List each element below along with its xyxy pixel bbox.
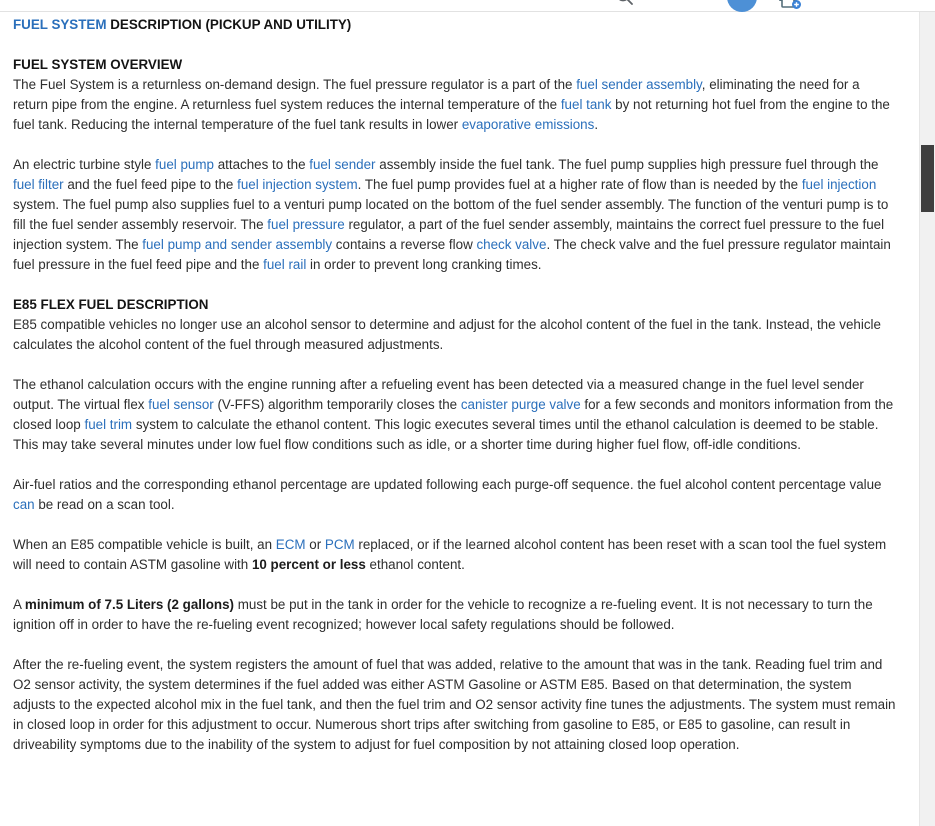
content-paragraph bbox=[13, 155, 896, 275]
text-segment: ethanol content. bbox=[365, 557, 465, 572]
text-segment: When an E85 compatible vehicle is built, an bbox=[13, 537, 276, 552]
search-icon[interactable] bbox=[613, 0, 637, 9]
page-title bbox=[13, 15, 896, 35]
text-segment: 10 percent or less bbox=[251, 557, 366, 572]
text-segment: Air-fuel ratios and the corresponding ethanol percentage are updated following each purge-off sequence. the fuel alcohol content percentage value bbox=[13, 477, 882, 492]
content-paragraph bbox=[13, 315, 896, 355]
text-segment: and the fuel feed pipe to the bbox=[63, 177, 238, 192]
inline-link[interactable]: fuel pressure bbox=[267, 217, 345, 232]
content-paragraph bbox=[13, 655, 896, 755]
inline-link[interactable]: fuel filter bbox=[13, 177, 64, 192]
text-segment: contains a reverse flow bbox=[332, 237, 477, 252]
inline-link[interactable]: fuel injection bbox=[801, 177, 877, 192]
inline-link[interactable]: fuel rail bbox=[263, 257, 307, 272]
inline-link[interactable]: fuel pump bbox=[155, 157, 214, 172]
section-heading: E85 FLEX FUEL DESCRIPTION bbox=[13, 297, 209, 312]
inline-link[interactable]: FUEL SYSTEM bbox=[13, 17, 107, 32]
inline-link[interactable]: check valve bbox=[476, 237, 547, 252]
text-segment: or bbox=[305, 537, 325, 552]
inline-link[interactable]: fuel sensor bbox=[148, 397, 214, 412]
text-segment: After the re-fueling event, the system registers the amount of fuel that was added, relative to the amount that was in the tank. Reading fuel trim and O2 sensor activity, the system determines if the fuel added was either ASTM Gasoline or ASTM E85. Based on that determination, the system adjusts to the expected alcohol mix in the fuel tank, and then the fuel trim and O2 sensor activity fine tunes the adjustments. The system must remain in closed loop in order for this adjustment to occur. Numerous short trips after switching from gasoline to E85, or E85 to gasoline, can result in driveability symptoms due to the inability of the system to adjust for fuel composition by not attaining closed loop operation. bbox=[13, 657, 896, 752]
content-paragraph bbox=[13, 535, 896, 575]
inline-link[interactable]: fuel sender bbox=[309, 157, 376, 172]
avatar-circle[interactable] bbox=[727, 0, 757, 12]
text-segment: attaches to the bbox=[213, 157, 310, 172]
text-segment: E85 compatible vehicles no longer use an alcohol sensor to determine and adjust for the alcohol content of the fuel in the tank. Instead, the vehicle calculates the alcohol content of the fuel through measured adjustments. bbox=[13, 317, 881, 352]
text-segment: The Fuel System is a returnless on-demand design. The fuel pressure regulator is a part of the bbox=[13, 77, 577, 92]
text-segment: system. The fuel pump also supplies fuel to a venturi pump located on the bottom of the fuel sender assembly. The function of the venturi pump is to fill the fuel sender assembly reservoir. The bbox=[13, 197, 889, 232]
top-toolbar bbox=[0, 0, 935, 12]
inline-link[interactable]: ECM bbox=[275, 537, 306, 552]
inline-link[interactable]: fuel sender assembly bbox=[576, 77, 702, 92]
inline-link[interactable]: fuel injection system bbox=[237, 177, 358, 192]
text-segment: A bbox=[13, 597, 25, 612]
inline-link[interactable]: fuel pump and sender assembly bbox=[142, 237, 333, 252]
text-segment: replaced, or if the learned alcohol content has been reset with a scan tool the fuel system will need to contain ASTM gasoline with bbox=[13, 537, 887, 572]
article bbox=[0, 11, 920, 826]
text-segment: . The check valve and the fuel pressure regulator maintain fuel pressure in the fuel feed pipe and the bbox=[13, 237, 891, 272]
text-segment: An electric turbine style bbox=[13, 157, 156, 172]
text-segment: be read on a scan tool. bbox=[34, 497, 175, 512]
inline-link[interactable]: canister purge valve bbox=[460, 397, 581, 412]
text-segment: system to calculate the ethanol content. This logic executes several times until the ethanol calculation is deemed to be stable. This may take several minutes under low fuel flow conditions such as idle, or a shorter time during higher fuel flow, off-idle conditions. bbox=[13, 417, 879, 452]
content-paragraph bbox=[13, 375, 896, 455]
section-heading: FUEL SYSTEM OVERVIEW bbox=[13, 57, 183, 72]
text-segment: (V-FFS) algorithm temporarily closes the bbox=[213, 397, 461, 412]
text-segment: assembly inside the fuel tank. The fuel pump supplies high pressure fuel through the bbox=[375, 157, 879, 172]
text-segment: The ethanol calculation occurs with the engine running after a refueling event has been detected via a measured change in the fuel level sender output. The virtual flex bbox=[13, 377, 864, 412]
content-paragraph bbox=[13, 75, 896, 135]
text-segment: . bbox=[594, 117, 599, 132]
scrollbar-thumb[interactable] bbox=[921, 145, 934, 212]
text-segment: DESCRIPTION (PICKUP AND UTILITY) bbox=[106, 17, 352, 32]
text-segment: minimum of 7.5 Liters (2 gallons) bbox=[24, 597, 235, 612]
text-segment: for a few seconds and monitors information from the closed loop bbox=[13, 397, 894, 432]
inline-link[interactable]: fuel tank bbox=[560, 97, 612, 112]
print-add-icon[interactable] bbox=[776, 0, 802, 10]
text-segment: by not returning hot fuel from the engine to the fuel tank. Reducing the internal temperature of the fuel tank results in lower bbox=[13, 97, 890, 132]
content-paragraph bbox=[13, 595, 896, 635]
inline-link[interactable]: fuel trim bbox=[84, 417, 133, 432]
text-segment: regulator, a part of the fuel sender assembly, maintains the correct fuel pressure to the fuel injection system. The bbox=[13, 217, 885, 252]
content-paragraph bbox=[13, 475, 896, 515]
text-segment: must be put in the tank in order for the vehicle to recognize a re-fueling event. It is not necessary to turn the ignition off in order to have the re-fueling event recognized; however local safety regulations should be followed. bbox=[13, 597, 873, 632]
inline-link[interactable]: PCM bbox=[324, 537, 355, 552]
inline-link[interactable]: can bbox=[13, 497, 35, 512]
text-segment: . The fuel pump provides fuel at a higher rate of flow than is needed by the bbox=[357, 177, 802, 192]
inline-link[interactable]: evaporative emissions bbox=[461, 117, 595, 132]
text-segment: , eliminating the need for a return pipe from the engine. A returnless fuel system reduces the internal temperature of the bbox=[13, 77, 860, 112]
vertical-scrollbar[interactable] bbox=[919, 11, 935, 826]
text-segment: in order to prevent long cranking times. bbox=[306, 257, 542, 272]
